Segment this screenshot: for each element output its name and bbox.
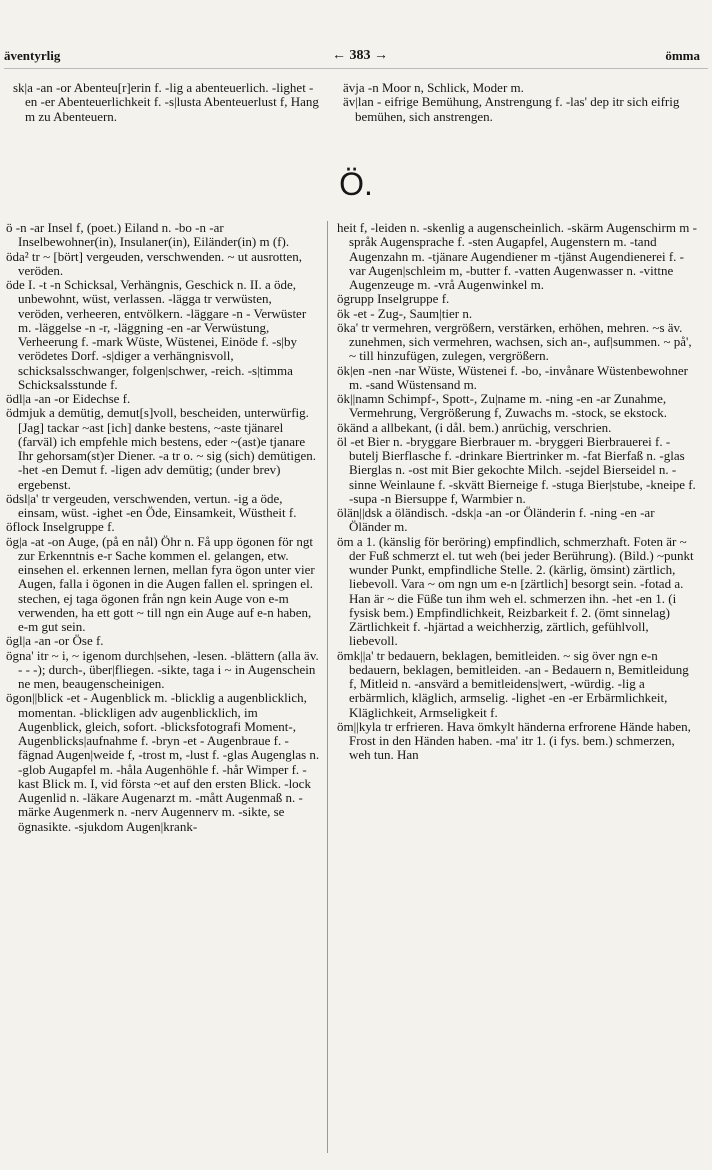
dictionary-entry: ök|en -nen -nar Wüste, Wüstenei f. -bo, -invånare Wüstenbewohner m. -sand Wüstensand m. <box>337 362 688 392</box>
dictionary-entry: öde I. -t -n Schicksal, Verhängnis, Geschick n. II. a öde, unbewohnt, wüst, verlassen. -lägga tr verwüsten, veröden, verheeren, entvölkern. -läggare -n - Verwüster m. -läggelse -n -r, -läggning -en -ar Verwüstung, Verheerung f. -mark Wüste, Wüstenei, Einöde f. -s|by verödetes Dorf. -s|diger a verhängnisvoll, schicksalsschwanger, folgen|schwer, -reich. -s|timma Schicksalsstunde f. <box>6 277 307 392</box>
dictionary-entry: ö -n -ar Insel f, (poet.) Eiland n. -bo -n -ar Inselbewohner(in), Insulaner(in), Eiländer(in) m (f). <box>6 220 290 250</box>
dictionary-entry: öflock Inselgruppe f. <box>6 519 115 535</box>
dictionary-entry: ödmjuk a demütig, demut[s]voll, bescheiden, unterwürfig. [Jag] tackar ~ast [ich] danke bestens, ~aste tjänarel (farväl) ich empfehle mich bestens, eder ~(ast)e tjanare Ihr gehorsam(st)er Diener. -a tr o. ~ sig (sich) demütigen. -het -en Demut f. -ligen adv demütig; (under brev) ergebenst. <box>6 405 316 492</box>
top-right-column <box>343 81 693 124</box>
right-running-head: ömma <box>665 48 700 63</box>
dictionary-entry: öm a 1. (känslig för beröring) empfindlich, schmerzhaft. Foten är ~ der Fuß schmerzt el. tut weh (bei jeder Berührung). (Bild.) ~punkt wunder Punkt, empfindliche Stelle. 2. (kärlig, ömsint) zärtlich, liebevoll. Vara ~ om ngn um e-n [zärtlich] besorgt sein. -fotad a. Han är ~ die Füße tun ihm weh el. schmerzen ihn. -het -en 1. (i fysisk bem.) Empfindlichkeit, Reizbarkeit f. 2. (ömt sinnelag) Zärtlichkeit f. -hjärtad a weichherzig, zärtlich, gefühlvoll, liebevoll. <box>337 533 694 649</box>
dictionary-entry: öka' tr vermehren, vergrößern, verstärken, erhöhen, mehren. ~s äv. zunehmen, sich vermehren, wachsen, sich an-, auf|summen. ~ på', ~ till hinzufügen, zulegen, vergrößern. <box>337 319 692 364</box>
dictionary-entry: ökänd a allbekant, (i dål. bem.) anrüchig, verschrien. <box>337 419 612 435</box>
dictionary-entry: heit f, -leiden n. -skenlig a augenscheinlich. -skärm Augenschirm m -språk Augensprache f. -sten Augapfel, Augenstern m. -tand Augenzahn m. -tjänare Augendiener m -tjänst Augendienerei f. -var Augen|schleim m, -butter f. -vatten Augenwasser n. -vittne Augenzeuge m. -vrå Augenwinkel m. <box>337 220 697 292</box>
dictionary-entry: sk|a -an -or Abenteu[r]erin f. -lig a abenteuerlich. -lighet -en -er Abenteuerlichkeit f. -s|lusta Abenteuerlust f, Hang m zu Abenteuern. <box>13 80 319 124</box>
dictionary-entry: ölän||dsk a öländisch. -dsk|a -an -or Öländerin f. -ning -en -ar Öländer m. <box>337 505 655 535</box>
dictionary-entry: ög|a -at -on Auge, (på en nål) Öhr n. Få upp ögonen för ngt zur Erkenntnis e-r Sache kommen el. gelangen, etw. einsehen el. erkennen lernen, mellan fyra ögon unter vier Augen, falla i ögonen in die Augen fallen el. springen el. stechen, ej taga ögonen från ngn kein Auge von e-m verwenden, ha ett gott ~ till ngn ein Auge auf e-n haben, e-m gut sein. <box>6 533 315 634</box>
dictionary-entry: äv|lan - eifrige Bemühung, Anstrengung f. -las' dep itr sich eifrig bemühen, sich anstrengen. <box>343 94 680 124</box>
section-letter: Ö. <box>339 166 373 202</box>
dictionary-entry: ögna' itr ~ i, ~ igenom durch|sehen, -lesen. -blättern (alla äv. - - -); durch-, über|fliegen. -sikte, taga i ~ in Augenschein ne men, beaugenscheinigen. <box>6 647 319 691</box>
dictionary-entry: ävja -n Moor n, Schlick, Moder m. <box>343 80 524 95</box>
dictionary-entry: ödsl|a' tr vergeuden, verschwenden, vertun. -ig a öde, einsam, wüst. -ighet -en Öde, Einsamkeit, Wüstheit f. <box>6 490 297 520</box>
left-running-head: äventyrlig <box>4 48 61 63</box>
right-column <box>337 221 697 763</box>
dictionary-entry: öl -et Bier n. -bryggare Bierbrauer m. -bryggeri Bierbrauerei f. -butelj Bierflasche f. -drinkare Biertrinker m. -fat Bierfaß n. -glas Bierglas n. -ost mit Bier gekochte Milch. -sejdel Bierseidel n. -sinne Weinlaune f. -skvätt Bierneige f. -stuga Bier|stube, -kneipe f. -supa -n Biersuppe f, Warmbier n. <box>337 433 696 506</box>
page-header <box>4 48 708 70</box>
dictionary-entry: öda² tr ~ [bört] vergeuden, verschwenden. ~ ut ausrotten, veröden. <box>6 248 303 278</box>
dictionary-entry: ögl|a -an -or Öse f. <box>6 633 104 649</box>
dictionary-entry: ögrupp Inselgruppe f. <box>337 291 450 307</box>
page-number: ← 383 → <box>332 48 388 63</box>
dictionary-entry: ömk||a' tr bedauern, beklagen, bemitleiden. ~ sig över ngn e-n bedauern, beklagen, bemitleiden. -an - Bedauern n, Bemitleidung f, Mitleid n. -ansvärd a bemitleidens|wert, -würdig. -lig a erbärmlich, kläglich, armselig. -lighet -en -er Erbärmlichkeit, Kläglichkeit, Armseligkeit f. <box>337 647 689 720</box>
column-divider <box>327 221 328 1153</box>
top-left-column <box>13 81 319 124</box>
left-column <box>6 221 320 834</box>
header-rule <box>4 68 708 69</box>
dictionary-entry: ök||namn Schimpf-, Spott-, Zu|name m. -ning -en -ar Zunahme, Vermehrung, Vergrößerung f, Zuwachs m. -stock, se ekstock. <box>337 391 667 421</box>
dictionary-entry: ögon||blick -et - Augenblick m. -blicklig a augenblicklich, momentan. -blickligen adv augenblicklich, im Augenblick, gleich, sofort. -blicksfotografi Moment-, Augenblicks|aufnahme f. -bryn -et - Augenbraue f. -fägnad Augen|weide f, -trost m, -lust f. -glas Augenglas n. -glob Augapfel m. -håla Augenhöhle f. -hår Wimper f. -kast Blick m. I, vid första ~et auf den ersten Blick. -lock Augenlid n. -läkare Augenarzt m. -mått Augenmaß n. -märke Augenmerk n. -nerv Augennerv m. -sikte, se ögnasikte. -sjukdom Augen|krank- <box>6 690 320 834</box>
dictionary-entry: öm||kyla tr erfrieren. Hava ömkylt händerna erfrorene Hände haben, Frost in den Händen haben. -ma' itr 1. (i fys. bem.) schmerzen, weh tun. Han <box>337 718 691 763</box>
dictionary-entry: ök -et - Zug-, Saum|tier n. <box>337 305 473 321</box>
dictionary-entry: ödl|a -an -or Eidechse f. <box>6 391 131 406</box>
